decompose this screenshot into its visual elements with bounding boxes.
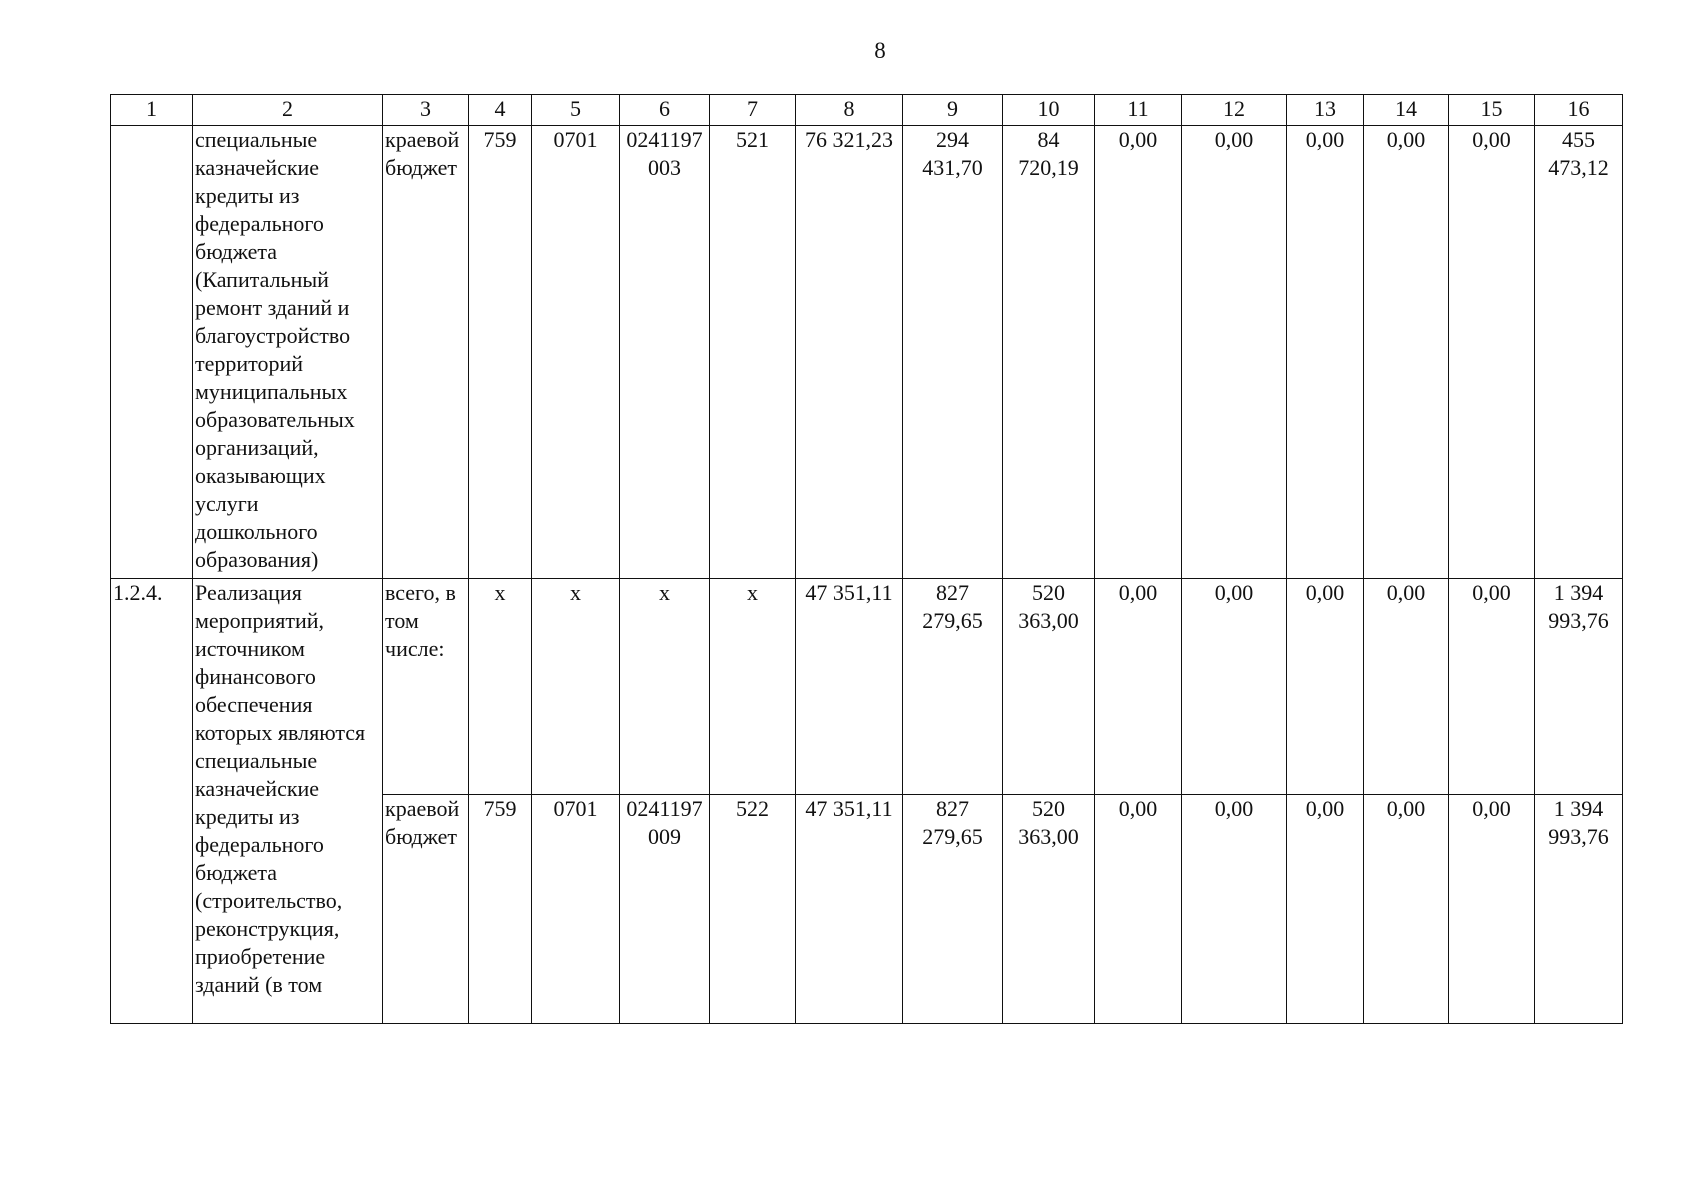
table-cell: 0701 — [532, 795, 620, 1024]
header-cell: 10 — [1003, 95, 1095, 126]
header-cell: 14 — [1364, 95, 1449, 126]
table-cell: 0701 — [532, 126, 620, 579]
table-cell: 0,00 — [1095, 579, 1182, 795]
table-cell: 521 — [710, 126, 796, 579]
table-cell: 0,00 — [1182, 126, 1287, 579]
table-cell: 827 279,65 — [903, 579, 1003, 795]
row-number-cell: 1.2.4. — [111, 579, 193, 1024]
table-cell: 759 — [469, 126, 532, 579]
table-cell: 0,00 — [1364, 795, 1449, 1024]
row-number-cell — [111, 126, 193, 579]
header-cell: 8 — [796, 95, 903, 126]
description-cell: специальные казначейские кредиты из федерального бюджета (Капитальный ремонт зданий и благоустройство территорий муниципальных образовательных организаций, оказывающих услуги дошкольного образования) — [193, 126, 383, 579]
header-cell: 7 — [710, 95, 796, 126]
header-cell: 13 — [1287, 95, 1364, 126]
header-cell: 5 — [532, 95, 620, 126]
table-cell: 47 351,11 — [796, 795, 903, 1024]
table-cell: х — [710, 579, 796, 795]
table-cell: х — [620, 579, 710, 795]
table-cell: 76 321,23 — [796, 126, 903, 579]
table-cell: 1 394 993,76 — [1535, 579, 1623, 795]
table-cell: 827 279,65 — [903, 795, 1003, 1024]
table-cell: 0,00 — [1449, 126, 1535, 579]
table-cell: 0,00 — [1182, 579, 1287, 795]
header-cell: 2 — [193, 95, 383, 126]
table-cell: 294 431,70 — [903, 126, 1003, 579]
table-cell: 0,00 — [1095, 795, 1182, 1024]
table-cell: 0,00 — [1287, 795, 1364, 1024]
description-cell: Реализация мероприятий, источником финансового обеспечения которых являются специальные казначейские кредиты из федерального бюджета (строительство, реконструкция, приобретение зданий (в том — [193, 579, 383, 1024]
table-row — [111, 126, 1623, 579]
table-cell: 1 394 993,76 — [1535, 795, 1623, 1024]
table-cell: 520 363,00 — [1003, 579, 1095, 795]
table-cell: 0,00 — [1182, 795, 1287, 1024]
table-cell: х — [532, 579, 620, 795]
budget-source-cell: краевой бюджет — [383, 126, 469, 579]
table-cell: 520 363,00 — [1003, 795, 1095, 1024]
table-cell: 0,00 — [1287, 579, 1364, 795]
table-cell: 47 351,11 — [796, 579, 903, 795]
table-cell: 0,00 — [1364, 579, 1449, 795]
budget-table — [110, 94, 1623, 1024]
header-cell: 6 — [620, 95, 710, 126]
table-row — [111, 579, 1623, 795]
table-cell: 455 473,12 — [1535, 126, 1623, 579]
header-cell: 9 — [903, 95, 1003, 126]
header-cell: 16 — [1535, 95, 1623, 126]
header-cell: 3 — [383, 95, 469, 126]
table-cell: 0241197009 — [620, 795, 710, 1024]
table-cell: 0241197003 — [620, 126, 710, 579]
table-cell: 759 — [469, 795, 532, 1024]
header-cell: 4 — [469, 95, 532, 126]
header-cell: 12 — [1182, 95, 1287, 126]
table-cell: 0,00 — [1364, 126, 1449, 579]
table-cell: 522 — [710, 795, 796, 1024]
page-number: 8 — [874, 38, 886, 63]
table-cell: 0,00 — [1287, 126, 1364, 579]
table-cell: х — [469, 579, 532, 795]
header-cell: 1 — [111, 95, 193, 126]
header-cell: 15 — [1449, 95, 1535, 126]
table-cell: 0,00 — [1449, 579, 1535, 795]
table-cell: 0,00 — [1095, 126, 1182, 579]
header-cell: 11 — [1095, 95, 1182, 126]
budget-source-cell: всего, в том числе: — [383, 579, 469, 795]
budget-source-cell: краевой бюджет — [383, 795, 469, 1024]
table-cell: 0,00 — [1449, 795, 1535, 1024]
table-cell: 84 720,19 — [1003, 126, 1095, 579]
table-header-row — [111, 95, 1623, 126]
